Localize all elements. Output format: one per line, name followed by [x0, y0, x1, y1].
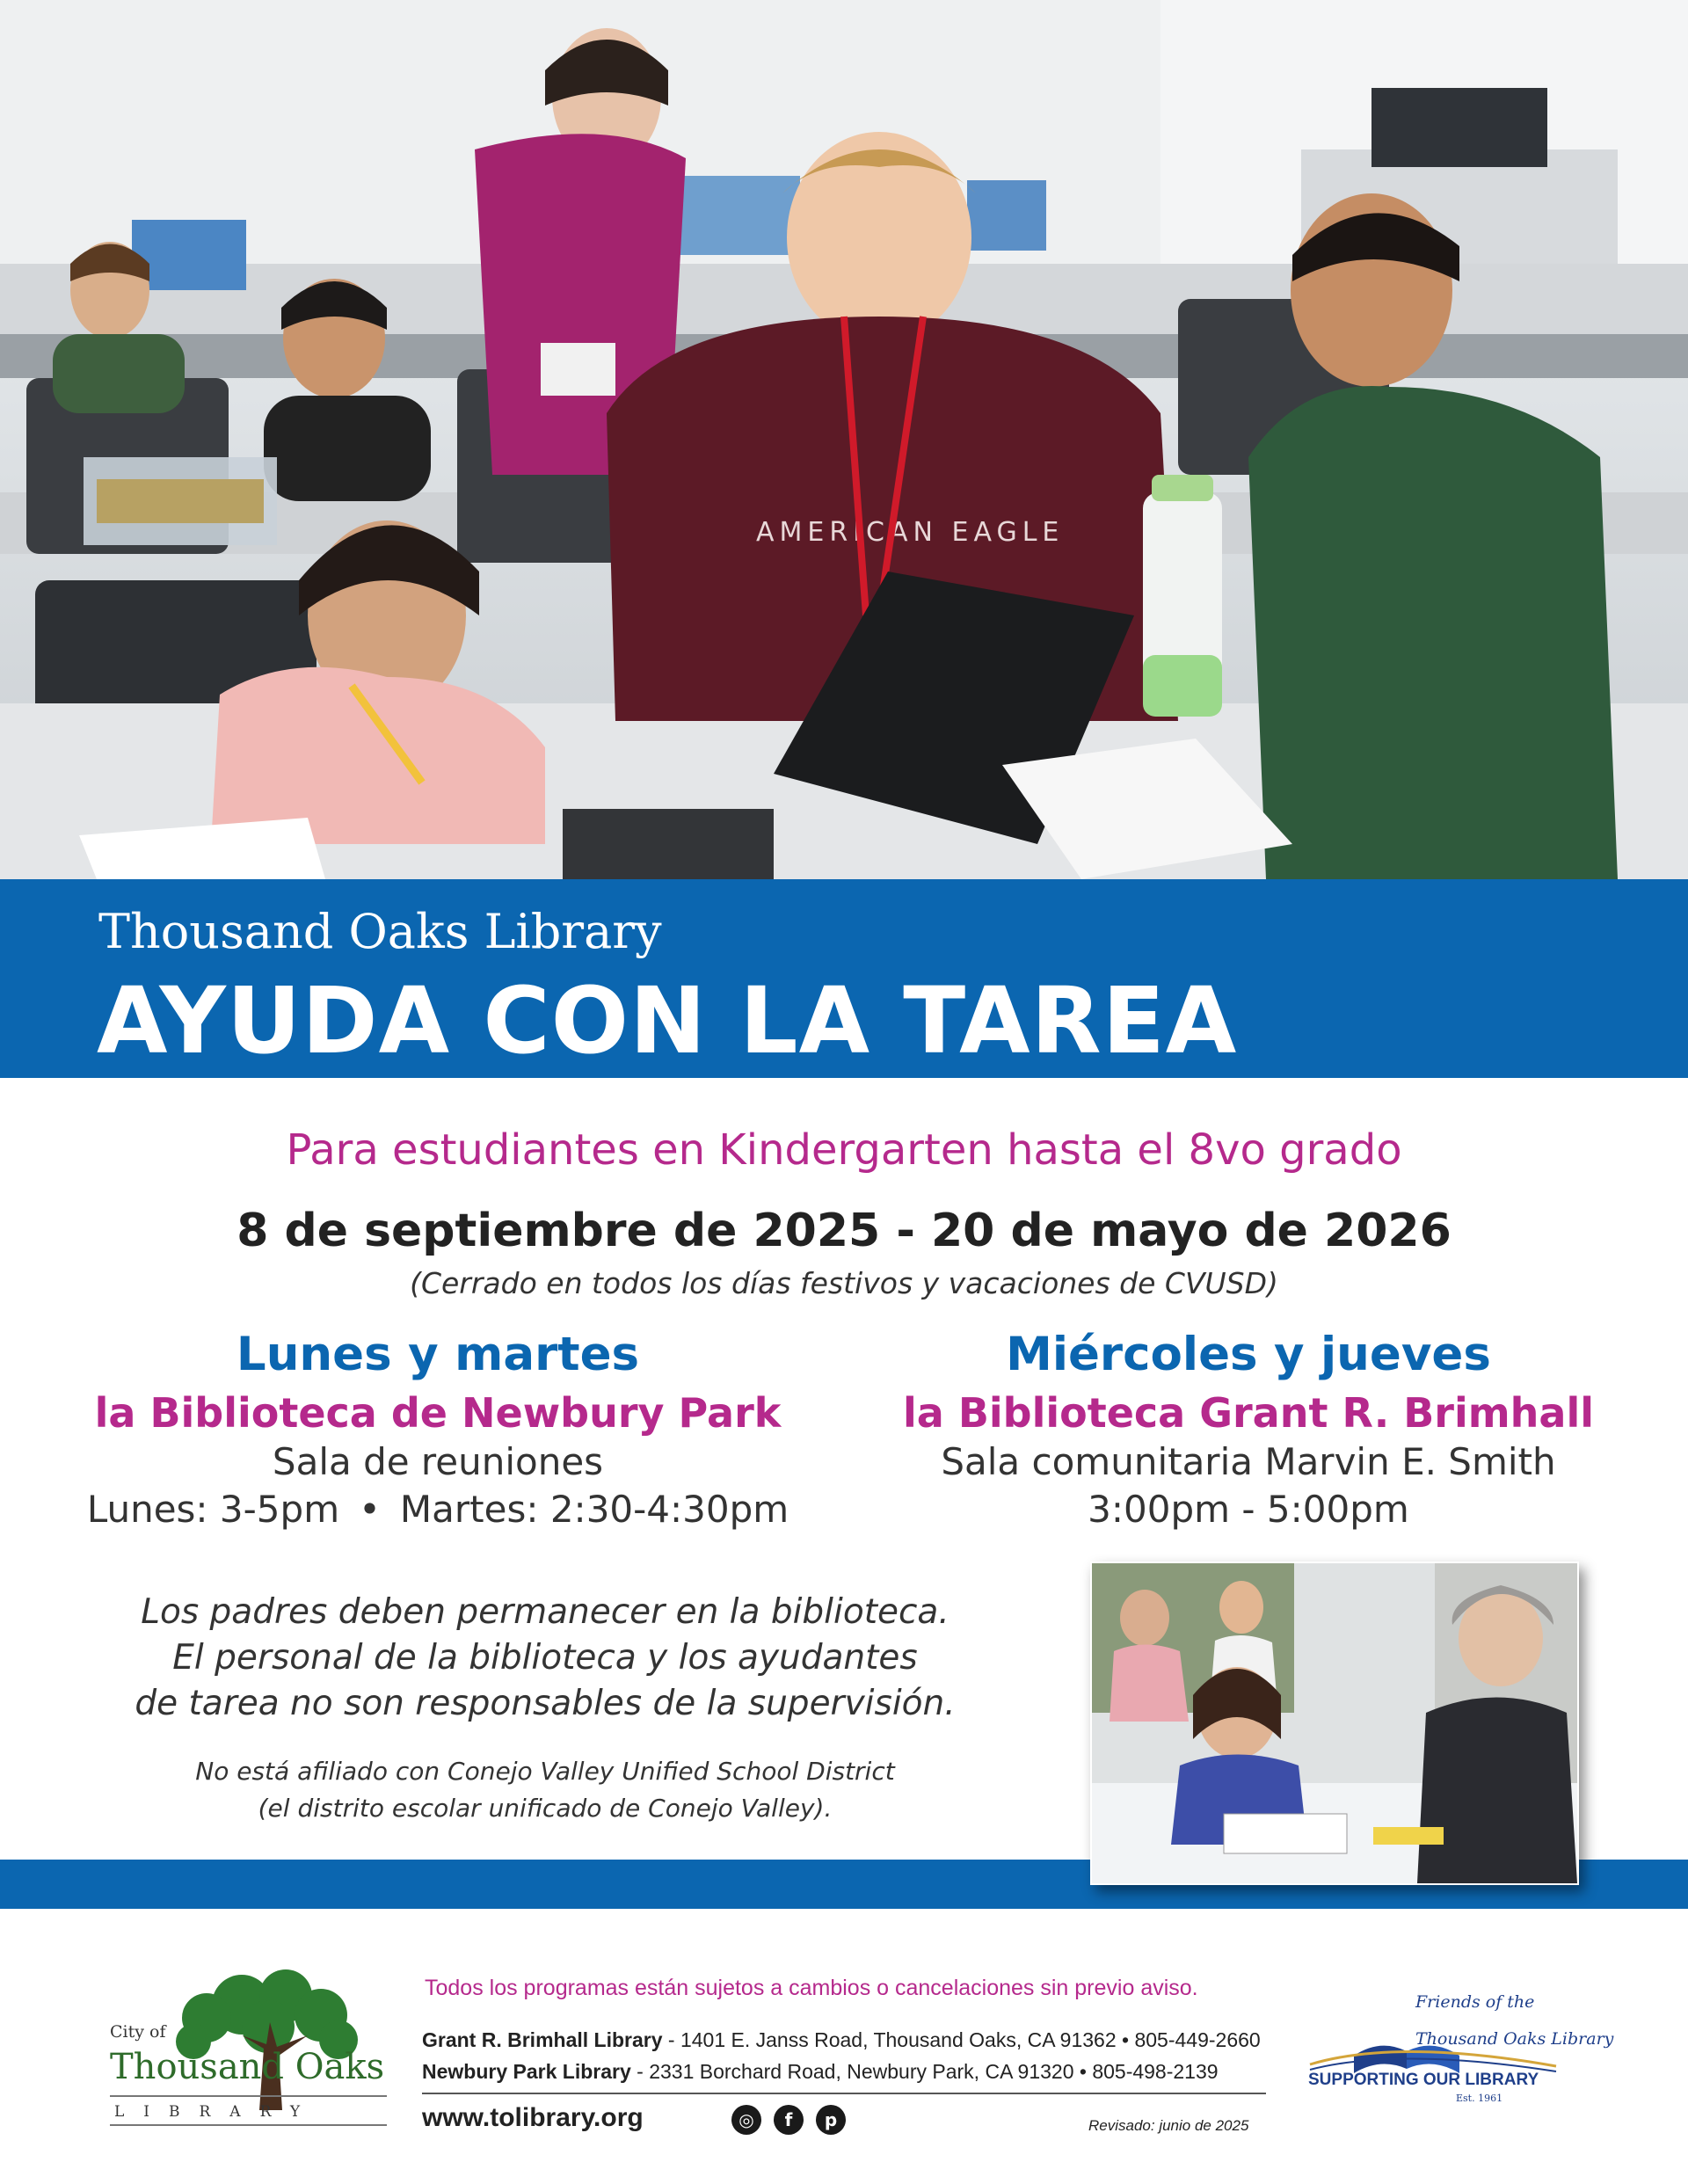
- hoodie-text: AMERICAN EAGLE: [756, 517, 1065, 548]
- friends-logo-line2: Thousand Oaks Library: [1415, 2029, 1614, 2049]
- instagram-icon[interactable]: ◎: [731, 2105, 761, 2135]
- city-logo-line1: City of: [110, 2022, 166, 2042]
- city-logo-line3: LIBRARY: [114, 2103, 320, 2121]
- newbury-address: [422, 2060, 1219, 2084]
- right-hours: 3:00pm - 5:00pm: [1088, 1488, 1409, 1531]
- disclaimer-line1: No está afiliado con Conejo Valley Unified School District: [195, 1757, 895, 1786]
- left-room: Sala de reuniones: [272, 1440, 604, 1483]
- website-link[interactable]: www.tolibrary.org: [422, 2103, 644, 2132]
- city-logo-rule-bottom: [110, 2124, 387, 2126]
- right-days: Miércoles y jueves: [1006, 1328, 1491, 1381]
- revised-date: Revisado: junio de 2025: [1088, 2117, 1249, 2134]
- disclaimer-line2: (el distrito escolar unificado de Conejo Valley).: [258, 1794, 833, 1823]
- right-room: Sala comunitaria Marvin E. Smith: [941, 1440, 1556, 1483]
- parents-notice-line2: El personal de la biblioteca y los ayudantes: [172, 1638, 918, 1678]
- footer-notice: Todos los programas están sujetos a cambios o cancelaciones sin previo aviso.: [425, 1976, 1198, 2000]
- brimhall-library-name: Grant R. Brimhall Library: [422, 2028, 663, 2051]
- library-name: Thousand Oaks Library: [98, 904, 662, 959]
- pinterest-icon[interactable]: p: [816, 2105, 846, 2135]
- footer-divider: [422, 2093, 1266, 2094]
- friends-logo-line3: SUPPORTING OUR LIBRARY: [1308, 2071, 1539, 2089]
- city-logo-line2: Thousand Oaks: [110, 2047, 385, 2087]
- program-dates: 8 de septiembre de 2025 - 20 de mayo de 2026: [236, 1205, 1452, 1257]
- friends-logo-line1: Friends of the: [1415, 1992, 1535, 2012]
- friends-logo-line4: Est. 1961: [1456, 2093, 1503, 2104]
- brimhall-address-details: - 1401 E. Janss Road, Thousand Oaks, CA 91362 • 805-449-2660: [662, 2028, 1261, 2051]
- title-band: [0, 879, 1688, 1078]
- newbury-library-name: Newbury Park Library: [422, 2060, 631, 2083]
- closed-note: (Cerrado en todos los días festivos y vacaciones de CVUSD): [410, 1266, 1278, 1300]
- brimhall-address: [422, 2028, 1261, 2052]
- city-logo-rule-top: [110, 2095, 387, 2097]
- parents-notice-line1: Los padres deben permanecer en la biblioteca.: [141, 1592, 950, 1632]
- right-branch: la Biblioteca Grant R. Brimhall: [903, 1389, 1594, 1437]
- inset-photo-illustration: [1092, 1563, 1577, 1883]
- audience-text: Para estudiantes en Kindergarten hasta el 8vo grado: [286, 1125, 1402, 1175]
- hours-tuesday: Martes: 2:30-4:30pm: [399, 1488, 789, 1531]
- page-title: AYUDA CON LA TAREA: [97, 967, 1238, 1074]
- left-days: Lunes y martes: [236, 1328, 640, 1381]
- hero-photo: [0, 0, 1688, 879]
- inset-photo: [1090, 1562, 1579, 1885]
- left-hours: [16, 1488, 860, 1531]
- facebook-icon[interactable]: f: [774, 2105, 804, 2135]
- hours-monday: Lunes: 3-5pm: [86, 1488, 340, 1531]
- newbury-address-details: - 2331 Borchard Road, Newbury Park, CA 91320 • 805-498-2139: [630, 2060, 1219, 2083]
- hours-separator: •: [359, 1488, 381, 1531]
- parents-notice-line3: de tarea no son responsables de la supervisión.: [135, 1684, 956, 1723]
- left-branch: la Biblioteca de Newbury Park: [94, 1389, 782, 1437]
- hero-photo-illustration: [0, 0, 1688, 879]
